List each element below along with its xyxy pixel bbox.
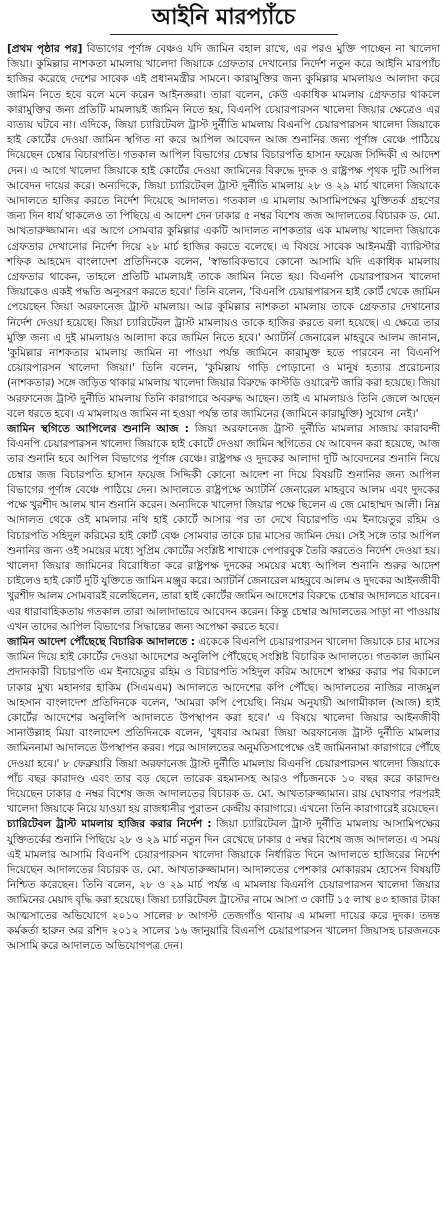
section-bail-appeal	[7, 421, 440, 634]
subhead-bail-appeal: জামিন স্থগিতে আপিলের শুনানি আজ :	[7, 422, 189, 436]
intro-text: বিভাগের পূর্ণাঙ্গ বেঞ্চও যদি জামিন বহাল রাখে, এর পরও মুক্তি পাচ্ছেন না খালেদা জিয়া। কুমিল্লার নাশকতা মামলায় খালেদা জিয়াকে গ্রেফতার দেখানোর নির্দেশ নতুন করে আইনি মারপ্যাঁচ হাজির করেছে দেশের সাবেক এই প্রধানমন্ত্রীর সামনে। কারামুক্তির জন্য কুমিল্লার মামলায়ও আলাদা করে জামিন নিতে হবে বলে মনে করেন আইনজ্ঞরা। তারা বলেন, কেউ একাধিক মামলায় গ্রেফতার থাকলে কারামুক্তির জন্য প্রতিটি মামলায়ই জামিন নিতে হয়, বিএনপি চেয়ারপারসন খালেদা জিয়ার ক্ষেত্রেও এর ব্যত্যয় ঘটবে না। এদিকে, জিয়া চ্যারিটেবল ট্রাস্ট দুর্নীতি মামলায় বিএনপি চেয়ারপারসন খালেদা জিয়াকে হাই কোর্টের দেওয়া জামিন স্থগিত না করে আপিল আবেদন আজ শুনানির জন্য পূর্ণাঙ্গ বেঞ্চে পাঠিয়ে দিয়েছেন চেম্বার বিচারপতি। গতকাল আপিল বিভাগের চেম্বার বিচারপতি হাসান ফয়েজ সিদ্দিকী এ আদেশ দেন। এ আগে খালেদা জিয়াকে হাই কোর্টের দেওয়া জামিনের বিরুদ্ধে দুদক ও রাষ্ট্রপক্ষ পৃথক দুটি আপিল আবেদন দায়ের করে। অন্যদিকে, জিয়া চ্যারিটেবল ট্রাস্ট দুর্নীতি মামলায় ২৮ ও ২৯ মার্চ খালেদা জিয়াকে আদালতে হাজির করতে নির্দেশ দিয়েছে আদালত। গতকাল এ মামলায় আসামিপক্ষের যুক্তিতর্ক গ্রহণের জন্য দিন ধার্য থাকলেও তা পিছিয়ে এ আদেশ দেন ঢাকার ৫ নম্বর বিশেষ জজ আদালতের বিচারক ড. মো. আখতারুজ্জামান। এর আগে সোমবার কুমিল্লার একটি আদালত নাশকতার এক মামলায় খালেদা জিয়াকে গ্রেফতার দেখানোর নির্দেশ দিয়ে ২৮ মার্চ হাজির করতে বলেছে। এ বিষয়ে সাবেক আইনমন্ত্রী ব্যারিস্টার শফিক আহমেদ বাংলাদেশ প্রতিদিনকে বলেন, 'স্বাভাবিকভাবে কোনো আসামি যদি একাধিক মামলায় গ্রেফতার থাকেন, তাহলে প্রতিটি মামলায়ই তাকে জামিন নিতে হয়। বিএনপি চেয়ারপারসন খালেদা জিয়াকেও একই পদ্ধতি অনুসরণ করতে হবে।' তিনি বলেন, 'বিএনপি চেয়ারপারসন হাই কোর্ট থেকে জামিন পেয়েছেন জিয়া অরফানেজ ট্রাস্ট মামলায়। আর কুমিল্লার নাশকতা মামলায় তাকে গ্রেফতার দেখানোর নির্দেশ দেওয়া হয়েছে। জিয়া চ্যারিটেবল ট্রাস্ট মামলায়ও তাকে হাজির করতে বলা হয়েছে। এ ক্ষেত্রে তার মুক্তি জন্য এ দুই মামলায়ও আলাদা করে জামিন নিতে হবে।' অ্যাটর্নি জেনারেল মাহবুবে আলম জানান, 'কুমিল্লার নাশকতার মামলায় জামিন না পাওয়া পর্যন্ত জামিনে কারামুক্ত হতে পারবেন না বিএনপি চেয়ারপারসন খালেদা জিয়া।' তিনি বলেন, 'কুমিল্লায় গাড়ি পোড়ানো ও মানুষ হত্যার প্ররোচনার (নাশকতার) সঙ্গে জড়িত থাকার মামলায় খালেদা জিয়ার বিরুদ্ধে কাস্টডি ওয়ারেন্ট জারি করা হয়েছে। জিয়া অরফানেজ ট্রাস্ট দুর্নীতি মামলায় তিনি কারাগারে অবরুদ্ধ আছেন। তাই এ মামলায়ও তিনি জেলে আছেন বলে ধরতে হবে। এ মামলায়ও জামিন না হওয়া পর্যন্ত তার জামিনের (জামিনে কারামুক্তি) সুযোগ নেই।'	[7, 42, 440, 420]
section-charitable-trust-text: জিয়া চ্যারিটেবল ট্রাস্ট দুর্নীতি মামলায় আসামিপক্ষের যুক্তিতর্কের শুনানি পিছিয়ে ২৮ ও ২৯ মার্চ নতুন দিন রেখেছে ঢাকার ৫ নম্বর বিশেষ জজ আদালত। এ সময় এই মামলার আসামি বিএনপি চেয়ারপারসন খালেদা জিয়াকে নির্ধারিত দিনে আদালতে হাজিরের নির্দেশ দিয়েছেন আদালতের বিচারক ড. মো. আখতারুজ্জামান। আদালতের পেশকার মোকাররম হোসেন বিষয়টি নিশ্চিত করেছেন। তিনি বলেন, ২৮ ও ২৯ মার্চ পর্যন্ত এ মামলায় বিএনপি চেয়ারপারসন খালেদা জিয়ার জামিনের মেয়াদ বৃদ্ধি করা হয়েছে। জিয়া চ্যারিটেবল ট্রাস্টের নামে আসা ৩ কোটি ১৫ লাখ ৪৩ হাজার টাকা আত্মসাতের অভিযোগে ২০১০ সালের ৮ আগস্ট তেজগাঁও থানায় এ মামলা দায়ের করে দুদক। তদন্ত কর্মকর্তা হারুন অর রশিদ ২০১২ সালের ১৬ জানুয়ারি বিএনপি চেয়ারপারসন খালেদা জিয়াসহ চারজনকে আসামি করে আদালতে অভিযোগপত্র দেন।	[7, 817, 440, 952]
section-bail-appeal-text: জিয়া অরফানেজ ট্রাস্ট দুর্নীতি মামলার সাজায় কারাবন্দী বিএনপি চেয়ারপারসন খালেদা জিয়াকে হাই কোর্টে দেওয়া জামিন স্থগিতের যে আবেদন করা হয়েছে, আজ তার শুনানি হবে আপিল বিভাগের পূর্ণাঙ্গ বেঞ্চে। রাষ্ট্রপক্ষ ও দুদকের আলাদা দুটি আবেদনের শুনানি নিয়ে চেম্বার জজ বিচারপতি হাসান ফয়েজ সিদ্দিকী কোনো আদেশ না দিয়ে বিষয়টি শুনানির জন্য আপিল বিভাগের পূর্ণাঙ্গ বেঞ্চে পাঠিয়ে দেন। আদালতে রাষ্ট্রপক্ষে অ্যাটর্নি জেনারেল মাহবুবে আলম এবং দুদকের পক্ষে খুরশীদ আলম খান শুনানি করেন। অন্যদিকে খালেদা জিয়ার পক্ষে ছিলেন এ জে মোহাম্মদ আলী। নিম্ন আদালত থেকে ওই মামলার নথি হাই কোর্টে আসার পর তা দেখে বিচারপতি এম ইনায়েতুর রহিম ও বিচারপতি সহিদুল করিমের হাই কোর্ট বেঞ্চ সোমবার তাকে চার মাসের জামিন দেয়। সেই সঙ্গে তার আপিল শুনানির জন্য ওই সময়ের মধ্যে সুপ্রিম কোর্টের সংশ্লিষ্ট শাখাকে পেপারবুক তৈরি করতেও নির্দেশ দেওয়া হয়। খালেদা জিয়ার জামিনের বিরোধিতা করে রাষ্ট্রপক্ষ দুদকের সময়ের মধ্যে আপিল শুনানি শুরুর আদেশ চাইলেও হাই কোর্ট দুটি যুক্তিতে জামিন মঞ্জুর করে। অ্যাটর্নি জেনারেল মাহবুবে আলম ও দুদকের আইনজীবী খুরশীদ আলম সোমবারই বলেছিলেন, তারা হাই কোর্টের জামিন আদেশের বিরুদ্ধে চেম্বার আদালতে যাবেন। এর ধারাবাহিকতায় গতকাল তারা আলাদাভাবে আবেদন করেন। কিন্তু চেম্বার আদালতের সাড়া না পাওয়ায় এখন তাদের আপিল বিভাগের সিদ্ধান্তের জন্য অপেক্ষা করতে হবে।	[7, 422, 440, 633]
article-body	[7, 41, 440, 953]
continued-from-label: [প্রথম পৃষ্ঠার পর]	[7, 42, 83, 55]
section-bail-order	[7, 634, 440, 816]
subhead-bail-order: জামিন আদেশ পৌঁছেছে বিচারিক আদালতে :	[7, 634, 195, 648]
headline: আইনি মারপ্যাঁচে	[110, 2, 338, 35]
subhead-charitable-trust: চ্যারিটেবল ট্রাস্ট মামলায় হাজির করার নির্দেশ :	[7, 817, 212, 831]
section-bail-order-text: একেকে বিএনপি চেয়ারপারসন খালেদা জিয়াকে চার মাসের জামিন দিয়ে হাই কোর্টের দেওয়া আদেশের অনুলিপি পৌঁছেছে সংশ্লিষ্ট বিচারিক আদালতে। গতকাল জামিন প্রদানকারী বিচারপতি এম ইনায়েতুর রহিম ও বিচারপতি সহিদুল করিম আদেশে স্বাক্ষর করার পর বিকালে ঢাকার মুখ্য মহানগর হাকিম (সিএমএম) আদালতে আদেশের কপি পৌঁছে। আদালতের নাজির নাজমুল আহসান বাংলাদেশ প্রতিদিনকে বলেন, 'আমরা কপি পেয়েছি। নিয়ম অনুযায়ী আগামীকাল (আজ) হাই কোর্টের আদেশের অনুলিপি আদালতে উপস্থাপন করা হবে।' এ বিষয়ে খালেদা জিয়ার আইনজীবী সানাউল্লাহ মিয়া বাংলাদেশ প্রতিদিনকে বলেন, 'বুধবার আমরা জিয়া অরফানেজ ট্রাস্ট দুর্নীতি মামলার জামিননামা আদালতে উপস্থাপন করব। পরে আদালতের অনুমতিসাপেক্ষে ওই জামিননামা কারাগারে পৌঁছে দেওয়া হবে।' ৮ ফেব্রুয়ারি জিয়া অরফানেজ ট্রাস্ট দুর্নীতি মামলায় বিএনপি চেয়ারপারসন খালেদা জিয়াকে পাঁচ বছর কারাদণ্ড এবং তার বড় ছেলে তারেক রহমানসহ আরও পাঁচজনকে ১০ বছর করে কারাদণ্ড দিয়েছেন ঢাকার ৫ নম্বর বিশেষ জজ আদালতের বিচারক ড. মো. আখতারুজ্জামান। রায় ঘোষণার পরপরই খালেদা জিয়াকে নিয়ে যাওয়া হয় রাজধানীর পুরাতন কেন্দ্রীয় কারাগারে। এখনো তিনি কারাগারেই রয়েছেন।	[7, 634, 441, 816]
paragraph-intro	[7, 41, 440, 421]
section-charitable-trust	[7, 816, 440, 953]
